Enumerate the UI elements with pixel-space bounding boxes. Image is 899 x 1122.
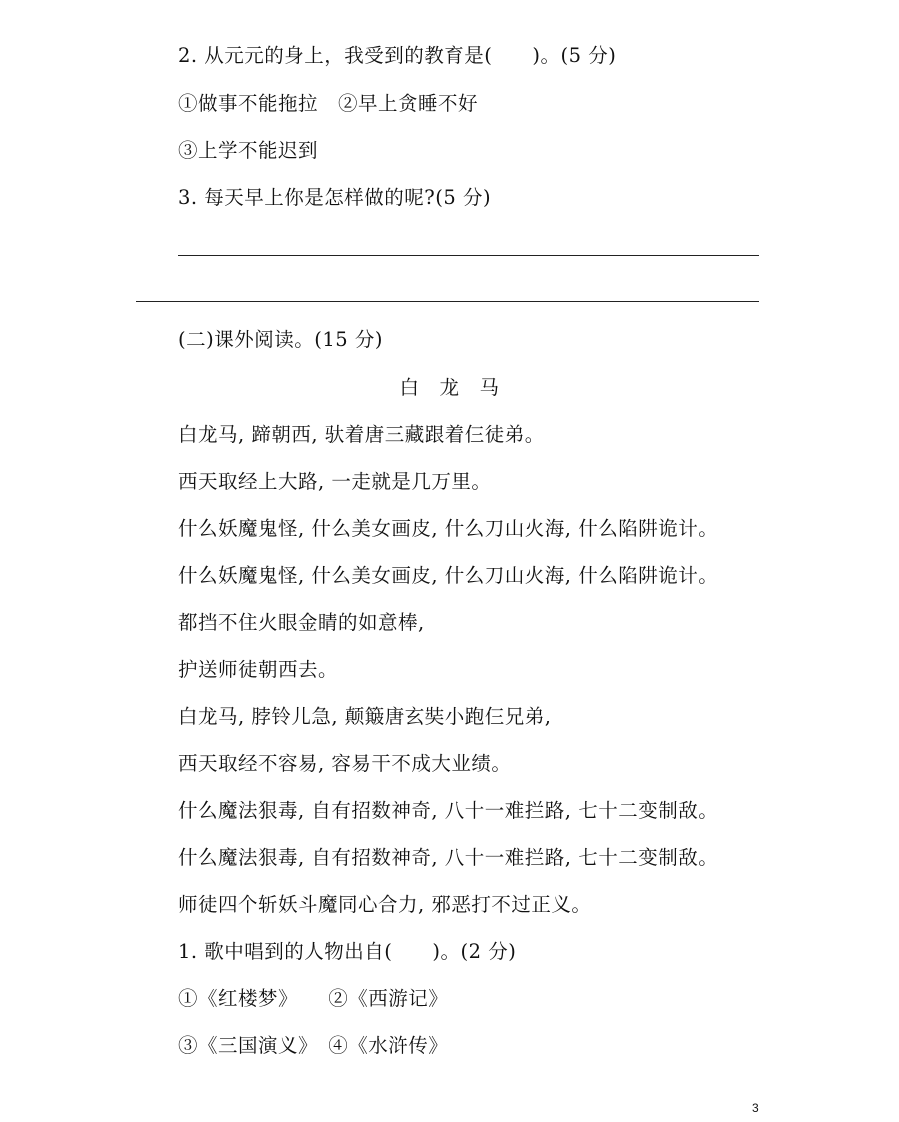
answer-line-2[interactable] xyxy=(136,301,759,302)
question-1: 1. 歌中唱到的人物出自( )。(2 分) xyxy=(178,940,517,963)
poem-title: 白 龙 马 xyxy=(399,376,500,399)
question-3: 3. 每天早上你是怎样做的呢?(5 分) xyxy=(178,186,492,209)
question-1-options-b: ③《三国演义》 ④《水浒传》 xyxy=(178,1034,449,1057)
question-1-options-a: ①《红楼梦》 ②《西游记》 xyxy=(178,987,449,1010)
lyric-line-6: 护送师徒朝西去。 xyxy=(178,658,339,681)
page-number: 3 xyxy=(752,1101,759,1115)
lyric-line-5: 都挡不住火眼金睛的如意棒, xyxy=(178,611,425,634)
question-2: 2. 从元元的身上，我受到的教育是( )。(5 分) xyxy=(178,44,617,67)
question-2-options-a: ①做事不能拖拉 ②早上贪睡不好 xyxy=(178,92,479,115)
section-heading: (二)课外阅读。(15 分) xyxy=(178,328,383,351)
answer-line-1[interactable] xyxy=(178,255,759,256)
lyric-line-10: 什么魔法狠毒, 自有招数神奇, 八十一难拦路, 七十二变制敌。 xyxy=(178,846,719,869)
lyric-line-3: 什么妖魔鬼怪, 什么美女画皮, 什么刀山火海, 什么陷阱诡计。 xyxy=(178,517,719,540)
lyric-line-1: 白龙马, 蹄朝西, 驮着唐三藏跟着仨徒弟。 xyxy=(178,423,545,446)
lyric-line-9: 什么魔法狠毒, 自有招数神奇, 八十一难拦路, 七十二变制敌。 xyxy=(178,799,719,822)
lyric-line-4: 什么妖魔鬼怪, 什么美女画皮, 什么刀山火海, 什么陷阱诡计。 xyxy=(178,564,719,587)
lyric-line-8: 西天取经不容易, 容易干不成大业绩。 xyxy=(178,752,512,775)
question-2-options-b: ③上学不能迟到 xyxy=(178,139,319,162)
lyric-line-11: 师徒四个斩妖斗魔同心合力, 邪恶打不过正义。 xyxy=(178,893,592,916)
lyric-line-2: 西天取经上大路, 一走就是几万里。 xyxy=(178,470,492,493)
lyric-line-7: 白龙马, 脖铃儿急, 颠簸唐玄奘小跑仨兄弟, xyxy=(178,705,552,728)
